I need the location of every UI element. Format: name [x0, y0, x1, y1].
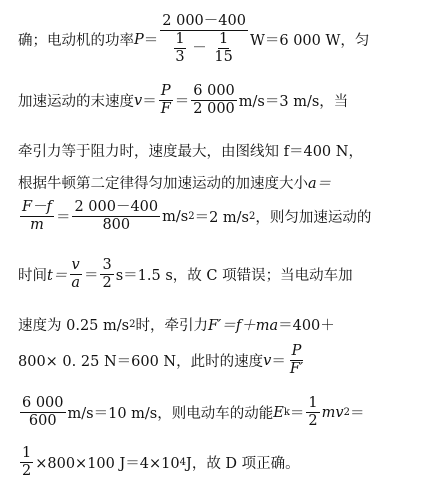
line-10 — [18, 446, 430, 479]
velocity-value-fraction — [191, 84, 237, 117]
one-third-fraction — [174, 32, 185, 65]
half-fraction — [306, 396, 319, 429]
line-2 — [18, 84, 430, 117]
half-den: 2 — [22, 463, 32, 480]
line2-prefix: 加速运动的末速度 — [18, 94, 134, 111]
equals: ＝ — [83, 268, 99, 285]
kinetic-subscript: k — [283, 407, 290, 419]
line-3 — [18, 140, 430, 161]
newton-fraction — [20, 200, 54, 233]
line2-suffix: m/s＝3 m/s，当 — [238, 94, 349, 111]
one-third-num: 1 — [174, 32, 185, 49]
mv-term: mv — [321, 404, 344, 421]
acceleration-value-den: 800 — [102, 217, 131, 234]
p-over-fprime-fraction — [288, 344, 305, 377]
line8-prefix: 800× 0. 25 N＝600 N，此时的速度 — [18, 354, 264, 371]
one-fifteenth-fraction — [213, 32, 233, 65]
time-variable: t＝ — [47, 268, 68, 285]
p-over-fprime-num: P — [290, 344, 304, 361]
p-over-f-den: F — [160, 101, 171, 118]
velocity-value-den: 2 000 — [193, 101, 235, 118]
half-num: 1 — [20, 446, 33, 463]
half-num: 1 — [306, 396, 319, 413]
velocity-value-num: 6 000 — [191, 84, 237, 101]
acceleration-result: ＝2 m/s — [194, 210, 249, 227]
line-7 — [18, 314, 430, 335]
line3-text: 牵引力等于阻力时，速度最大，由图线知 f＝400 N， — [18, 144, 363, 160]
speed-fraction — [20, 396, 66, 429]
line-1 — [18, 14, 430, 66]
acceleration-value-fraction — [72, 200, 160, 233]
power-fraction-numerator: 2 000－400 — [160, 14, 248, 31]
line10-suffix: J，故 D 项正确。 — [186, 456, 300, 473]
line-4 — [18, 172, 430, 193]
velocity-variable: v — [134, 92, 143, 109]
line6-suffix: s＝1.5 s，故 C 项错误；当电动车加 — [115, 268, 353, 285]
line9-middle: m/s＝10 m/s，则电动车的动能 — [67, 406, 274, 423]
line7-suffix: ＝400＋ — [278, 318, 335, 334]
kinetic-energy-variable: E — [273, 404, 284, 421]
equals: ＝ — [174, 94, 190, 111]
line-9 — [18, 396, 430, 429]
line-5 — [18, 200, 430, 233]
one-fifteenth-den: 15 — [214, 49, 233, 66]
line10-middle: ×800×100 J＝4×10 — [35, 456, 180, 473]
p-over-f-fraction — [159, 84, 173, 117]
power-fraction-denominator — [170, 31, 237, 65]
unit-text: m/s — [162, 208, 189, 225]
equals: ＝ — [142, 94, 157, 111]
newton-fraction-den: m — [30, 217, 44, 234]
acceleration-value-num: 2 000－400 — [72, 200, 160, 217]
p-over-fprime-den: F′ — [289, 361, 304, 378]
unit-exponent: 2 — [188, 211, 195, 223]
power-fraction — [160, 14, 248, 66]
v-over-a-den: a — [71, 275, 80, 292]
three-halves-den: 2 — [102, 275, 112, 292]
equals: ＝ — [271, 354, 286, 371]
half-den: 2 — [308, 413, 318, 430]
unit-exponent: 2 — [129, 319, 136, 330]
line-8 — [18, 344, 430, 377]
equals: ＝ — [349, 406, 365, 423]
speed-fraction-num: 6 000 — [20, 396, 66, 413]
velocity-variable: v — [263, 352, 272, 369]
power-variable: P — [134, 31, 144, 48]
square-exponent: 2 — [343, 407, 350, 419]
p-over-f-num: P — [159, 84, 173, 101]
three-halves-num: 3 — [100, 258, 113, 275]
equals: ＝ — [55, 210, 71, 227]
line1-suffix: W＝6 000 W，匀 — [249, 33, 370, 50]
line1-prefix: 确；电动机的功率 — [18, 33, 134, 50]
three-halves-fraction — [100, 258, 113, 291]
half-fraction — [20, 446, 33, 479]
one-fifteenth-num: 1 — [218, 32, 229, 49]
line-6 — [18, 258, 430, 291]
line6-prefix: 时间 — [18, 268, 47, 285]
acceleration-variable: a＝ — [308, 176, 332, 192]
unit-exponent: 2 — [249, 211, 256, 223]
newton-fraction-num: F－f — [20, 200, 54, 217]
speed-fraction-den: 600 — [28, 413, 57, 430]
traction-force-expression: F′＝f＋ma — [207, 318, 279, 334]
line4-prefix: 根据牛顿第二定律得匀加速运动的加速度大小 — [18, 176, 308, 192]
one-third-den: 3 — [175, 49, 185, 66]
equals: ＝ — [289, 406, 305, 423]
line7-prefix: 速度为 0.25 m/s — [18, 318, 130, 334]
minus-sign: － — [192, 40, 207, 57]
power-exponent: 4 — [179, 457, 187, 469]
line7-middle: 时，牵引力 — [135, 318, 208, 334]
v-over-a-num: v — [70, 258, 82, 275]
v-over-a-fraction — [69, 258, 82, 291]
line5-suffix: ，则匀加速运动的 — [255, 210, 372, 227]
equals: ＝ — [143, 33, 159, 50]
